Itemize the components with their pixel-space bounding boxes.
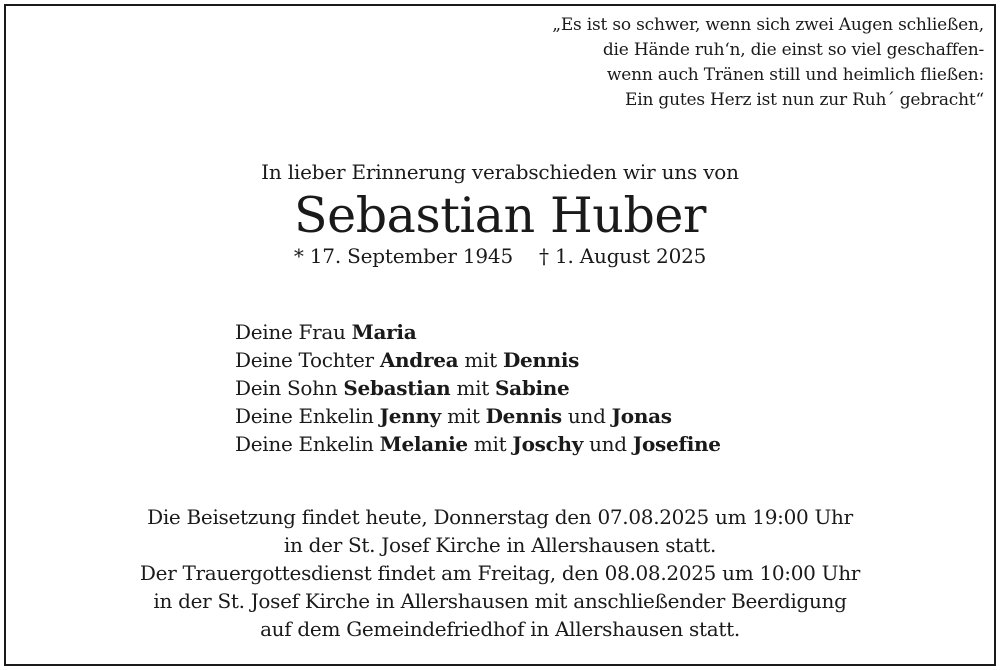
family-member-name: Dennis [485,404,562,428]
life-dates [0,242,1000,270]
family-relation-text: Deine Tochter [235,348,380,372]
funeral-details [0,503,1000,643]
family-member-name: Andrea [379,348,459,372]
family-member-name: Joschy [512,432,584,456]
family-member-line [235,402,721,430]
death-date: † 1. August 2025 [538,244,707,268]
poem-line: Ein gutes Herz ist nun zur Ruh´ gebracht“ [625,90,984,110]
family-member-line [235,318,721,346]
family-relation-text: und [561,404,612,428]
family-relation-text: Deine Enkelin [235,432,380,456]
family-list [235,318,721,458]
funeral-line: Der Trauergottesdienst findet am Freitag, den 08.08.2025 um 10:00 Uhr [139,561,861,585]
family-relation-text: mit [467,432,513,456]
family-relation-text: Dein Sohn [235,376,344,400]
funeral-line: Die Beisetzung findet heute, Donnerstag den 07.08.2025 um 19:00 Uhr [147,505,853,529]
poem-line: wenn auch Tränen still und heimlich fließen: [606,65,984,85]
poem-line: die Hände ruh‘n, die einst so viel geschaffen- [602,40,984,60]
family-relation-text: Deine Frau [235,320,352,344]
family-relation-text: und [583,432,633,456]
family-member-name: Sebastian [343,376,451,400]
family-member-name: Melanie [379,432,468,456]
family-relation-text: mit [441,404,486,428]
birth-date: * 17. September 1945 [293,244,513,268]
funeral-line: auf dem Gemeindefriedhof in Allershausen statt. [260,617,740,641]
poem-line: „Es ist so schwer, wenn sich zwei Augen schließen, [552,15,984,35]
family-relation-text: Deine Enkelin [235,404,380,428]
family-member-name: Jonas [611,404,672,428]
family-relation-text: mit [450,376,496,400]
deceased-name: Sebastian Huber [293,187,707,244]
funeral-line: in der St. Josef Kirche in Allershausen statt. [283,533,717,557]
family-member-name: Sabine [495,376,570,400]
poem-quote [552,13,984,113]
family-member-name: Maria [351,320,417,344]
family-member-line [235,346,721,374]
family-member-name: Jenny [379,404,442,428]
family-member-line [235,374,721,402]
family-relation-text: mit [458,348,503,372]
family-member-name: Dennis [502,348,580,372]
family-member-name: Josefine [632,432,721,456]
family-member-line [235,430,721,458]
intro-text: In lieber Erinnerung verabschieden wir uns von [261,160,739,184]
funeral-line: in der St. Josef Kirche in Allershausen mit anschließender Beerdigung [153,589,847,613]
